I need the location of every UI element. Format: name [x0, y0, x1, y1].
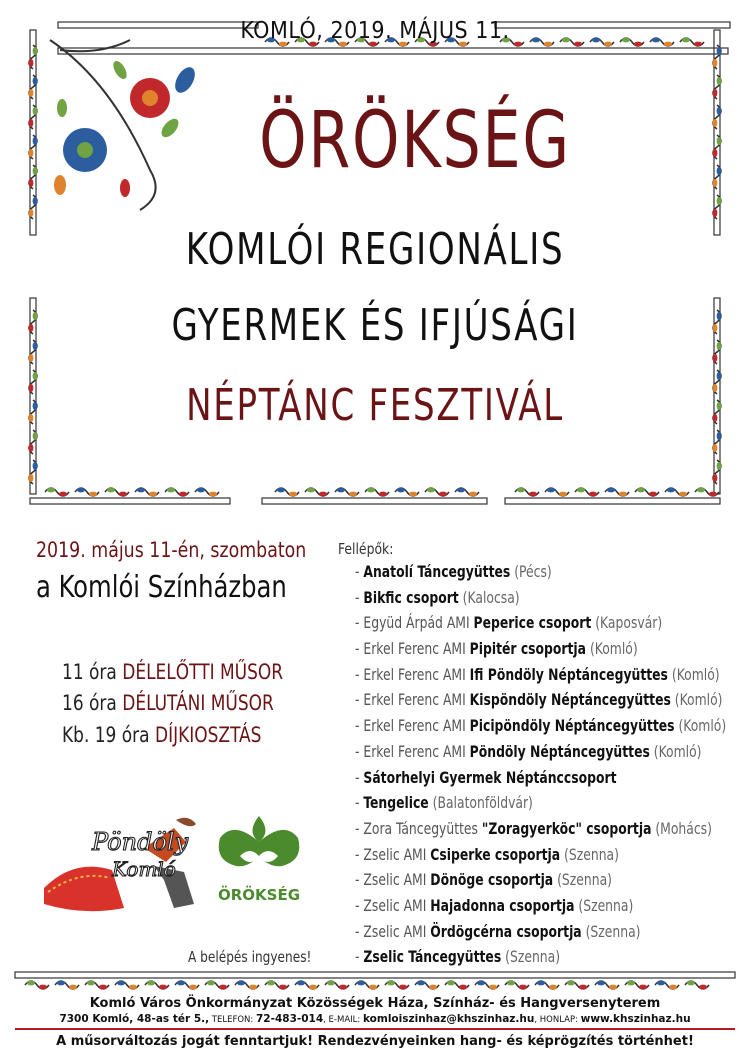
performer-name: Zselic Táncegyüttes: [363, 947, 502, 967]
organizer-name: Komló Város Önkormányzat Közösségek Háza, Színház- és Hangversenyterem: [89, 996, 661, 1011]
performer-dash: -: [355, 690, 364, 710]
web-label: , HONLAP:: [534, 1015, 581, 1025]
performer-dash: -: [355, 587, 364, 607]
performer-dash: -: [355, 844, 364, 864]
phone-label: TELEFON:: [209, 1015, 256, 1025]
performer-name: Peperice csoport: [473, 613, 592, 633]
title-line-2: GYERMEK ÉS IFJÚSÁGI: [171, 300, 579, 351]
performer-dash: -: [355, 921, 364, 941]
performer-name: Bikfic csoport: [363, 587, 459, 607]
schedule-item: [62, 660, 283, 684]
schedule-program: DÉLUTÁNI MŰSOR: [122, 691, 274, 715]
performer-dash: -: [355, 895, 364, 915]
performer-pre: Erkel Ferenc AMI: [363, 664, 470, 684]
performer-dash: -: [355, 639, 364, 659]
performer-item: [355, 665, 726, 691]
performer-item: [355, 819, 726, 845]
disclaimer: A műsorváltozás jogát fenntartjuk! Rendezvényeinken hang- és képrögzítés történhet!: [56, 1034, 694, 1049]
performer-pre: Zselic AMI: [363, 844, 431, 864]
website-link[interactable]: www.khszinhaz.hu: [580, 1013, 691, 1025]
frame-left-upper: [29, 30, 38, 235]
title-line-1: KOMLÓI REGIONÁLIS: [185, 224, 565, 275]
event-venue: a Komlói Színházban: [36, 570, 287, 605]
performer-pre: Erkel Ferenc AMI: [363, 716, 470, 736]
performer-dash: -: [355, 741, 364, 761]
footer-ornament-band: [15, 972, 735, 989]
performers-list: [355, 562, 750, 973]
phone-number: 72-483-014: [255, 1013, 324, 1025]
event-date: 2019. május 11-én, szombaton: [36, 538, 307, 562]
performer-city: (Komló): [586, 639, 638, 659]
performer-name: Sátorhelyi Gyermek Néptánccsoport: [363, 767, 617, 787]
performer-dash: -: [355, 716, 364, 736]
performer-item: [355, 947, 726, 973]
schedule-time: 16 óra: [62, 691, 123, 715]
performer-pre: Erkel Ferenc AMI: [363, 639, 470, 659]
performer-item: [355, 922, 726, 948]
logo-lettering: Pöndöly: [92, 828, 189, 856]
festival-title: ÖRÖKSÉG: [259, 96, 571, 186]
performer-city: (Szenna): [560, 844, 619, 864]
performer-name: Hajadonna csoportja: [430, 895, 575, 915]
schedule-time: Kb. 19 óra: [62, 723, 155, 747]
frame-right-upper: [713, 30, 722, 235]
performer-pre: Erkel Ferenc AMI: [363, 690, 470, 710]
performer-name: "Zoragyerköc" csoportja: [481, 818, 652, 838]
performer-item: [355, 639, 726, 665]
performer-name: Picipöndöly Néptáncegyüttes: [469, 716, 675, 736]
schedule-program: DÉLELŐTTI MŰSOR: [122, 660, 284, 684]
frame-right-lower: [713, 298, 722, 494]
performer-city: (Szenna): [553, 870, 613, 890]
corner-embroidery: [50, 40, 199, 210]
frame-bottom-border: [30, 488, 720, 504]
performer-dash: -: [355, 664, 364, 684]
performers-label: Fellépők:: [338, 540, 394, 558]
performer-item: [355, 742, 726, 768]
performer-name: Anatolí Táncegyüttes: [363, 562, 511, 581]
oroksegi-logo: [212, 808, 306, 908]
email-label: , E-MAIL:: [323, 1015, 363, 1025]
performer-city: (Szenna): [581, 921, 641, 941]
performer-pre: Erkel Ferenc AMI: [363, 741, 470, 761]
logo-lettering: Komló: [112, 857, 176, 881]
performer-city: (Szenna): [501, 947, 561, 967]
logo-lettering: ÖRÖKSÉG: [217, 886, 301, 904]
performer-pre: Együd Árpád AMI: [363, 613, 474, 633]
pondoly-dance-logo: [34, 808, 214, 916]
performer-pre: Zselic AMI: [363, 870, 431, 890]
schedule-program: DÍJKIOSZTÁS: [154, 723, 262, 747]
performer-city: (Komló): [667, 664, 720, 684]
performer-name: Pöndöly Néptáncegyüttes: [469, 741, 650, 761]
footer-divider: [15, 1028, 735, 1030]
schedule-time: 11 óra: [62, 660, 123, 684]
performer-item: [355, 690, 726, 716]
performer-dash: -: [355, 818, 364, 838]
performer-item: [355, 613, 726, 639]
contact-line: [0, 1013, 750, 1025]
performer-item: [355, 845, 726, 871]
performer-dash: -: [355, 767, 364, 787]
performer-item: [355, 562, 726, 588]
performer-name: Tengelice: [363, 793, 429, 813]
performer-city: (Komló): [674, 716, 727, 736]
performer-item: [355, 768, 726, 794]
performer-city: (Pécs): [510, 562, 552, 581]
event-date-header: KOMLÓ, 2019. MÁJUS 11.: [240, 18, 510, 44]
performer-item: [355, 588, 726, 614]
performer-city: (Mohács): [651, 818, 712, 838]
schedule-item: [62, 691, 274, 715]
performer-item: [355, 716, 726, 742]
performer-name: Ifi Pöndöly Néptáncegyüttes: [469, 664, 668, 684]
email-link[interactable]: komloiszinhaz@khszinhaz.hu: [362, 1013, 535, 1025]
performer-pre: Zselic AMI: [363, 921, 431, 941]
performer-city: (Balatonföldvár): [428, 793, 533, 813]
performer-item: [355, 793, 726, 819]
frame-left-lower: [29, 298, 38, 494]
performer-dash: -: [355, 870, 364, 890]
performer-city: (Komló): [649, 741, 702, 761]
performer-city: (Szenna): [574, 895, 634, 915]
performer-name: Ördögcérna csoportja: [430, 921, 582, 941]
performer-pre: Zselic AMI: [363, 895, 431, 915]
performer-dash: -: [355, 562, 364, 581]
performer-name: Kispöndöly Néptáncegyüttes: [469, 690, 671, 710]
performer-city: (Kalocsa): [458, 587, 520, 607]
performer-dash: -: [355, 793, 364, 813]
performer-item: [355, 870, 726, 896]
free-entry-note: A belépés ingyenes!: [188, 948, 312, 966]
performer-pre: Zora Táncegyüttes: [363, 818, 482, 838]
address: 7300 Komló, 48-as tér 5.,: [59, 1013, 210, 1025]
performer-name: Dönöge csoportja: [430, 870, 554, 890]
schedule-item: [62, 723, 261, 747]
title-line-3: NÉPTÁNC FESZTIVÁL: [186, 380, 564, 431]
performer-dash: -: [355, 947, 364, 967]
performer-city: (Komló): [670, 690, 723, 710]
performer-name: Pipitér csoportja: [469, 639, 587, 659]
performer-city: (Kaposvár): [591, 613, 663, 633]
performer-dash: -: [355, 613, 364, 633]
performer-name: Csiperke csoportja: [430, 844, 561, 864]
performer-item: [355, 896, 726, 922]
